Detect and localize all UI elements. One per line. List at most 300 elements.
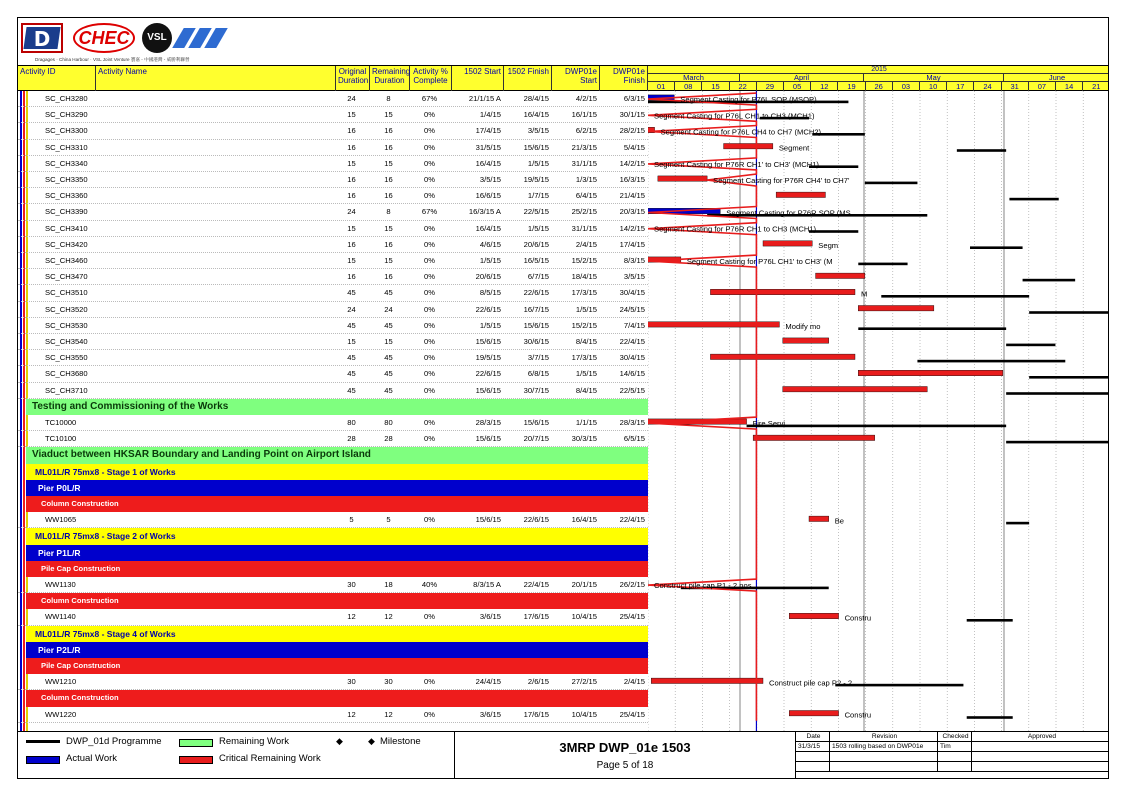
activity-row[interactable]	[18, 302, 648, 318]
gantt-bar-label: Segm	[818, 240, 839, 250]
start-1502: 28/3/15	[475, 418, 501, 427]
rev-empty-cell	[830, 752, 938, 762]
activity-row[interactable]	[18, 91, 648, 107]
activity-id: WW1065	[45, 515, 77, 525]
dwp-finish: 16/3/15	[619, 175, 645, 184]
week-label: 24	[974, 82, 1001, 91]
finish-1502: 1/7/15	[527, 191, 549, 201]
baseline-bar	[1023, 279, 1076, 282]
critical-remaining-bar	[783, 387, 928, 392]
activity-complete: 67%	[421, 207, 438, 217]
dwp-start: 2/4/15	[575, 239, 597, 249]
section-header[interactable]: ML01L/R 75mx8 - Stage 2 of Works	[26, 528, 648, 544]
dwp-start: 10/4/15	[571, 612, 597, 622]
section-header[interactable]: Column Construction	[26, 690, 648, 706]
finish-1502: 1/5/15	[527, 158, 549, 168]
start-1502: 22/6/15	[475, 369, 501, 379]
month-june: June	[1048, 73, 1066, 82]
dwp-start: 30/3/15	[571, 434, 597, 444]
dwp-finish: 14/2/15	[619, 158, 645, 168]
activity-id: WW1140	[45, 612, 76, 622]
baseline-bar	[1009, 198, 1058, 201]
week-label: 19	[838, 82, 865, 91]
remaining-duration: 8	[386, 94, 391, 103]
rev-empty-cell	[938, 762, 972, 772]
activity-row[interactable]	[18, 431, 648, 447]
remaining-duration: 45	[384, 353, 393, 363]
activity-complete: 0%	[424, 110, 435, 120]
critical-remaining-bar	[858, 370, 1003, 375]
start-1502: 17/4/15	[475, 126, 501, 136]
header-1502-finish[interactable]: 1502 Finish	[504, 66, 552, 91]
start-1502: 3/6/15	[479, 612, 501, 622]
title-block	[454, 732, 796, 779]
activity-id: SC_CH3680	[45, 369, 88, 379]
dwp-finish: 22/4/15	[619, 515, 645, 525]
dwp-finish: 14/6/15	[619, 369, 645, 379]
week-label: 10	[920, 82, 947, 91]
activity-id: SC_CH3340	[45, 158, 88, 168]
baseline-bar	[967, 619, 1013, 622]
activity-row[interactable]	[18, 415, 648, 431]
section-header[interactable]: Column Construction	[26, 593, 648, 609]
dwp-finish: 28/2/15	[619, 126, 645, 136]
legend-actual-swatch	[26, 756, 60, 764]
start-1502: 16/6/15	[475, 191, 501, 201]
week-label: 26	[866, 82, 893, 91]
original-duration: 15	[347, 256, 356, 265]
activity-complete: 67%	[421, 94, 438, 103]
header-original-duration[interactable]: Original Duration	[336, 66, 370, 91]
legend-remaining-swatch	[179, 739, 213, 747]
activity-complete: 0%	[424, 191, 435, 201]
dwp-finish: 30/4/15	[619, 353, 645, 363]
start-1502: 1/4/15	[479, 110, 501, 120]
activity-complete: 0%	[424, 709, 435, 719]
activity-row[interactable]	[18, 188, 648, 204]
finish-1502: 2/6/15	[527, 677, 549, 687]
finish-1502: 28/4/15	[523, 94, 549, 103]
finish-1502: 3/5/15	[527, 126, 549, 136]
dwp-finish: 30/1/15	[619, 110, 645, 120]
original-duration: 24	[347, 94, 356, 103]
section-header[interactable]: ML01L/R 75mx8 - Stage 1 of Works	[26, 464, 648, 480]
activity-row[interactable]	[18, 350, 648, 366]
remaining-duration: 16	[384, 142, 393, 152]
critical-remaining-bar	[858, 306, 934, 311]
activity-complete: 0%	[424, 223, 435, 233]
dwp-start: 31/1/15	[571, 158, 597, 168]
activity-row[interactable]	[18, 577, 648, 593]
finish-1502: 22/6/15	[523, 288, 549, 298]
remaining-duration: 15	[384, 158, 393, 168]
activity-id: SC_CH3520	[45, 304, 88, 314]
schedule-sheet	[17, 17, 1109, 779]
start-1502: 19/5/15	[475, 353, 501, 363]
activity-id: SC_CH3300	[45, 126, 88, 136]
activity-row[interactable]	[18, 123, 648, 139]
activity-row[interactable]	[18, 609, 648, 625]
activity-id: WW1130	[45, 580, 76, 589]
activity-id: SC_CH3390	[45, 207, 88, 217]
activity-row[interactable]	[18, 366, 648, 382]
dwp-finish: 22/5/15	[619, 385, 645, 395]
baseline-bar	[835, 684, 963, 687]
activity-row[interactable]	[18, 285, 648, 301]
dwp-finish: 30/4/15	[619, 288, 645, 298]
activity-row[interactable]	[18, 107, 648, 123]
month-may: May	[864, 74, 1004, 82]
logo-caption: Dragages · China Harbour · VSL Joint Venture 寶嘉 - 中國港灣 - 威勝利聯營	[35, 57, 190, 62]
baseline-bar	[1006, 441, 1109, 444]
baseline-bar	[809, 230, 858, 233]
rev-header-date: Date	[796, 732, 830, 742]
start-1502: 31/5/15	[475, 142, 501, 152]
remaining-duration: 16	[384, 272, 393, 282]
activity-complete: 40%	[421, 580, 438, 589]
dwp-start: 27/2/15	[571, 677, 597, 687]
original-duration: 45	[347, 369, 356, 379]
activity-complete: 0%	[424, 272, 435, 282]
remaining-duration: 30	[384, 677, 393, 687]
dwp-start: 17/3/15	[571, 288, 597, 298]
activity-complete: 0%	[424, 418, 435, 427]
activity-row[interactable]	[18, 383, 648, 399]
finish-1502: 15/6/15	[523, 142, 549, 152]
activity-row[interactable]	[18, 172, 648, 188]
start-1502: 15/6/15	[475, 385, 501, 395]
activity-complete: 0%	[424, 353, 435, 363]
dwp-finish: 22/4/15	[619, 337, 645, 346]
remaining-duration: 8	[386, 207, 391, 217]
week-label: 15	[702, 82, 729, 91]
activity-complete: 0%	[424, 515, 435, 525]
week-label: 12	[811, 82, 838, 91]
baseline-bar	[967, 716, 1013, 719]
original-duration: 12	[347, 709, 356, 719]
critical-remaining-bar	[809, 516, 829, 521]
dwp-finish: 6/3/15	[623, 94, 645, 103]
activity-table	[18, 91, 648, 731]
remaining-duration: 15	[384, 337, 393, 346]
activity-complete: 0%	[424, 434, 435, 444]
dwp-start: 31/1/15	[571, 223, 597, 233]
critical-remaining-bar	[648, 322, 779, 327]
gantt-bar-label: Fire Servi	[752, 419, 786, 429]
start-1502: 16/4/15	[475, 223, 501, 233]
activity-complete: 0%	[424, 256, 435, 265]
header-dwp-start[interactable]: DWP01e Start	[552, 66, 600, 91]
finish-1502: 17/6/15	[523, 709, 549, 719]
activity-id: SC_CH3470	[45, 272, 88, 282]
start-1502: 21/1/15 A	[468, 94, 501, 103]
activity-complete: 0%	[424, 158, 435, 168]
rev-empty-cell	[796, 762, 830, 772]
finish-1502: 3/7/15	[527, 353, 549, 363]
column-header	[18, 65, 1109, 91]
activity-complete: 0%	[424, 677, 435, 687]
critical-remaining-bar	[651, 678, 763, 683]
gantt-bar-label: Construct pile cap P1 - 2 nos.	[654, 581, 754, 591]
finish-1502: 16/5/15	[523, 256, 549, 265]
header-activity-name[interactable]: Activity Name	[96, 66, 336, 91]
critical-remaining-bar	[789, 711, 838, 716]
month-april: April	[740, 74, 864, 82]
chec-logo: CHEC	[73, 23, 135, 53]
finish-1502: 30/7/15	[523, 385, 549, 395]
original-duration: 16	[347, 126, 356, 136]
header-remaining-duration[interactable]: Remaining Duration	[370, 66, 410, 91]
activity-row[interactable]	[18, 269, 648, 285]
gantt-bar-label: Segment Casting for P76R CH1 to CH3 (MCH1)	[654, 224, 817, 234]
rev-empty-cell	[796, 752, 830, 762]
activity-row[interactable]	[18, 674, 648, 690]
dwp-finish: 6/5/15	[623, 434, 645, 444]
header-dwp-finish[interactable]: DWP01e Finish	[600, 66, 648, 91]
dwp-finish: 25/4/15	[619, 612, 645, 622]
finish-1502: 16/4/15	[523, 110, 549, 120]
start-1502: 4/6/15	[479, 239, 501, 249]
week-label: 21	[1083, 82, 1109, 91]
activity-row[interactable]	[18, 707, 648, 723]
remaining-duration: 45	[384, 320, 393, 330]
remaining-duration: 5	[386, 515, 391, 525]
original-duration: 30	[347, 580, 356, 589]
activity-id: SC_CH3350	[45, 175, 88, 184]
activity-row[interactable]	[18, 318, 648, 334]
critical-remaining-bar	[753, 435, 875, 440]
dwp-start: 4/2/15	[575, 94, 597, 103]
activity-complete: 0%	[424, 288, 435, 298]
gantt-bar-label: Segment Casting for P76L SOP (MSOP)	[680, 95, 817, 105]
start-1502: 15/6/15	[475, 434, 501, 444]
dwp-finish: 25/4/15	[619, 709, 645, 719]
week-label: 31	[1002, 82, 1029, 91]
activity-id: TC10100	[45, 434, 77, 444]
activity-complete: 0%	[424, 320, 435, 330]
week-label: 22	[730, 82, 757, 91]
dwp-start: 6/2/15	[575, 126, 597, 136]
activity-id: SC_CH3280	[45, 94, 88, 103]
week-label: 17	[947, 82, 974, 91]
rev-date: 31/3/15	[796, 742, 830, 752]
dwp-start: 15/2/15	[571, 256, 597, 265]
dwp-finish: 24/5/15	[619, 304, 645, 314]
week-label: 05	[784, 82, 811, 91]
critical-remaining-bar	[710, 289, 855, 294]
activity-complete: 0%	[424, 142, 435, 152]
finish-1502: 20/6/15	[523, 239, 549, 249]
remaining-duration: 12	[384, 709, 393, 719]
dwp-start: 15/2/15	[571, 320, 597, 330]
legend-programme-label: DWP_01d Programme	[66, 736, 162, 747]
start-1502: 8/3/15 A	[473, 580, 501, 589]
original-duration: 15	[347, 337, 356, 346]
activity-row[interactable]	[18, 253, 648, 269]
remaining-duration: 45	[384, 385, 393, 395]
original-duration: 16	[347, 191, 356, 201]
gantt-bar-label: Be	[834, 516, 845, 526]
finish-1502: 17/6/15	[523, 612, 549, 622]
rev-header-revision: Revision	[830, 732, 938, 742]
timeline-weeks	[648, 82, 1109, 91]
finish-1502: 6/8/15	[527, 369, 549, 379]
activity-row[interactable]	[18, 156, 648, 172]
original-duration: 15	[347, 223, 356, 233]
activity-id: TC10000	[45, 418, 77, 427]
activity-row[interactable]	[18, 140, 648, 156]
baseline-bar	[957, 149, 1006, 152]
start-1502: 22/6/15	[475, 304, 501, 314]
original-duration: 15	[347, 158, 356, 168]
section-header[interactable]: Pier P2L/R	[26, 642, 648, 658]
vsl-logo: VSL	[142, 22, 222, 54]
activity-row[interactable]	[18, 512, 648, 528]
remaining-duration: 16	[384, 126, 393, 136]
gantt-bar-label: Modify mo	[785, 321, 821, 331]
activity-id: SC_CH3310	[45, 142, 88, 152]
activity-id: SC_CH3550	[45, 353, 88, 363]
start-1502: 3/5/15	[479, 175, 501, 184]
original-duration: 45	[347, 385, 356, 395]
baseline-bar	[1006, 344, 1055, 347]
activity-complete: 0%	[424, 612, 435, 622]
dwp-finish: 21/4/15	[619, 191, 645, 201]
week-label: 01	[648, 82, 675, 91]
gantt-bar-label: Segment Casting for P76R SOP (MS	[726, 208, 851, 218]
activity-row[interactable]	[18, 221, 648, 237]
remaining-duration: 12	[384, 612, 393, 622]
activity-row[interactable]	[18, 237, 648, 253]
legend-footer	[18, 731, 1109, 779]
header-activity-complete[interactable]: Activity % Complete	[410, 66, 452, 91]
original-duration: 45	[347, 320, 356, 330]
remaining-duration: 15	[384, 256, 393, 265]
finish-1502: 1/5/15	[527, 223, 549, 233]
rev-empty-cell	[938, 752, 972, 762]
gantt-bar-label: Constru	[844, 613, 872, 623]
dwp-start: 6/4/15	[575, 191, 597, 201]
critical-remaining-bar	[710, 354, 855, 359]
finish-1502: 15/6/15	[523, 320, 549, 330]
header-activity-id[interactable]: Activity ID	[18, 66, 96, 91]
month-march: March	[648, 74, 740, 82]
legend-critical-label: Critical Remaining Work	[219, 753, 321, 764]
legend-programme-swatch	[26, 740, 60, 743]
activity-complete: 0%	[424, 126, 435, 136]
original-duration: 16	[347, 175, 356, 184]
section-header[interactable]: Pier P1L/R	[26, 545, 648, 561]
remaining-duration: 24	[384, 304, 393, 314]
dwp-start: 8/4/15	[575, 385, 597, 395]
remaining-duration: 16	[384, 175, 393, 184]
start-1502: 15/6/15	[475, 337, 501, 346]
rev-header-approved: Approved	[972, 732, 1109, 742]
critical-remaining-bar	[763, 241, 812, 246]
finish-1502: 20/7/15	[523, 434, 549, 444]
original-duration: 80	[347, 418, 356, 427]
remaining-duration: 15	[384, 110, 393, 120]
rev-empty-cell	[972, 762, 1109, 772]
section-header[interactable]: Pier P0L/R	[26, 480, 648, 496]
dragages-logo: D	[21, 23, 63, 53]
section-header[interactable]: Column Construction	[26, 496, 648, 512]
finish-1502: 16/7/15	[523, 304, 549, 314]
rev-description: 1503 rolling based on DWP01e	[830, 742, 938, 752]
dwp-finish: 7/4/15	[623, 320, 645, 330]
activity-complete: 0%	[424, 385, 435, 395]
section-header[interactable]: Viaduct between HKSAR Boundary and Landing Point on Airport Island	[26, 447, 648, 463]
remaining-duration: 16	[384, 239, 393, 249]
original-duration: 30	[347, 677, 356, 687]
activity-id: SC_CH3420	[45, 239, 88, 249]
page-number: Page 5 of 18	[596, 760, 654, 771]
remaining-duration: 45	[384, 369, 393, 379]
original-duration: 16	[347, 142, 356, 152]
start-1502: 16/3/15 A	[468, 207, 501, 217]
gantt-bar-label: Segment Casting for P76L CH1' to CH3' (M	[686, 257, 833, 267]
start-1502: 3/6/15	[479, 709, 501, 719]
section-header[interactable]: ML01L/R 75mx8 - Stage 4 of Works	[26, 626, 648, 642]
activity-id: SC_CH3540	[45, 337, 88, 346]
start-1502: 20/6/15	[475, 272, 501, 282]
remaining-duration: 15	[384, 223, 393, 233]
week-label: 29	[757, 82, 784, 91]
section-header[interactable]: Pile Cap Construction	[26, 561, 648, 577]
dwp-start: 1/5/15	[575, 369, 597, 379]
legend-critical-swatch	[179, 756, 213, 764]
critical-remaining-bar	[783, 338, 829, 343]
header-1502-start[interactable]: 1502 Start	[452, 66, 504, 91]
activity-row[interactable]	[18, 204, 648, 220]
activity-id: WW1220	[45, 709, 77, 719]
original-duration: 15	[347, 110, 356, 120]
gantt-bar-label: Constru	[844, 710, 872, 720]
gantt-bar-label: Construct pile cap P2 - 2	[769, 678, 853, 688]
dwp-finish: 17/4/15	[619, 239, 645, 249]
start-1502: 1/5/15	[479, 256, 501, 265]
rev-empty-cell	[972, 752, 1109, 762]
critical-remaining-bar	[658, 176, 707, 181]
timeline-months	[648, 74, 1109, 82]
start-1502: 15/6/15	[475, 515, 501, 525]
activity-id: SC_CH3710	[45, 385, 88, 395]
gantt-chart	[648, 91, 1109, 731]
baseline-bar	[917, 360, 1065, 363]
dwp-start: 16/1/15	[571, 110, 597, 120]
activity-row[interactable]	[18, 334, 648, 350]
dwp-start: 8/4/15	[575, 337, 597, 346]
baseline-bar	[1006, 522, 1029, 525]
baseline-bar	[1029, 311, 1108, 314]
dwp-finish: 3/5/15	[623, 272, 645, 282]
baseline-bar	[970, 246, 1023, 249]
document-title: 3MRP DWP_01e 1503	[559, 740, 691, 755]
legend-milestone-diamond-icon: ◆	[368, 736, 375, 746]
dwp-finish: 2/4/15	[623, 677, 645, 687]
section-header[interactable]: Testing and Commissioning of the Works	[26, 399, 648, 415]
dwp-finish: 28/3/15	[619, 418, 645, 427]
week-label: 03	[893, 82, 920, 91]
baseline-bar	[865, 182, 918, 185]
original-duration: 16	[347, 239, 356, 249]
dwp-start: 1/3/15	[575, 175, 597, 184]
original-duration: 16	[347, 272, 356, 282]
start-1502: 8/5/15	[479, 288, 501, 298]
section-header[interactable]: Pile Cap Construction	[26, 658, 648, 674]
remaining-duration: 45	[384, 288, 393, 298]
dwp-start: 25/2/15	[571, 207, 597, 217]
